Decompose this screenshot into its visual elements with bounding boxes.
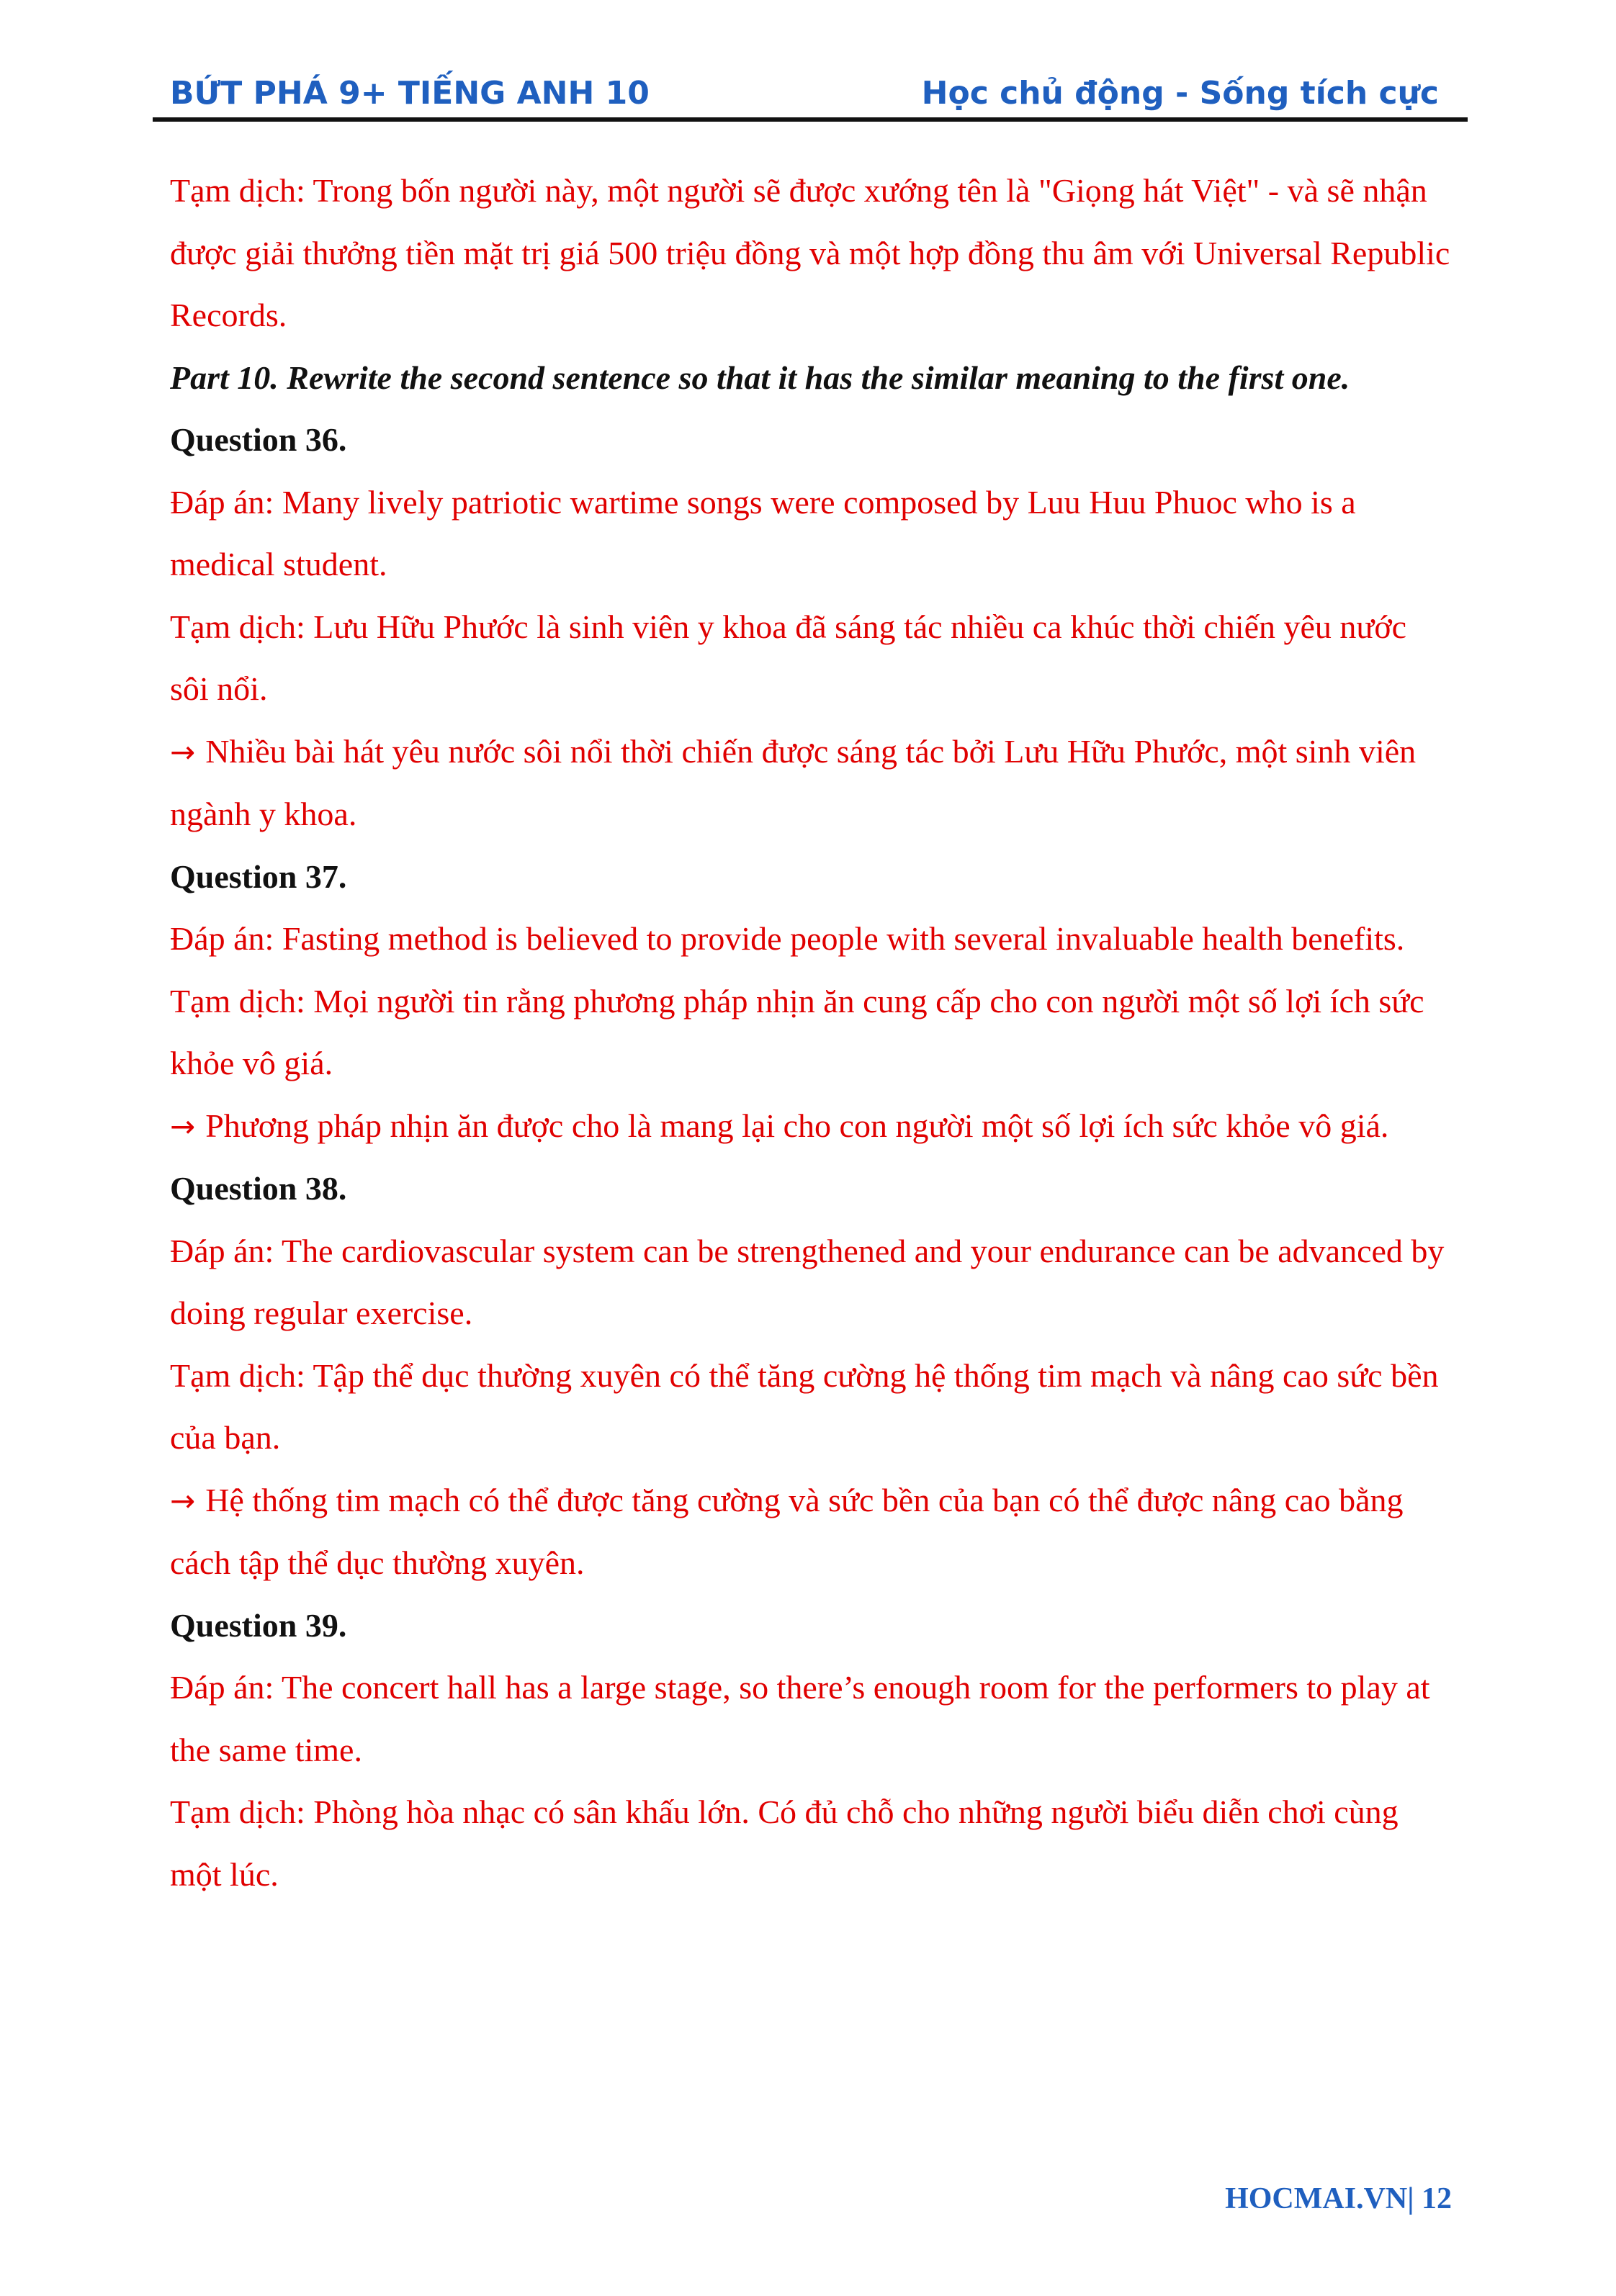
question-39-answer: Đáp án: The concert hall has a large stage, so there’s enough room for the performers to play at the same time. (170, 1669, 1430, 1768)
document-body (170, 160, 1452, 1906)
question-37-title: Question 37. (170, 857, 347, 895)
question-36-answer: Đáp án: Many lively patriotic wartime songs were composed by Luu Huu Phuoc who is a medical student. (170, 483, 1356, 582)
question-37-answer: Đáp án: Fasting method is believed to provide people with several invaluable health benefits. (170, 920, 1405, 957)
header-divider (153, 117, 1468, 122)
question-36-rewrite (170, 721, 1452, 846)
question-38-rewrite-text: Hệ thống tim mạch có thể được tăng cường và sức bền của bạn có thể được nâng cao bằng cách tập thể dục thường xuyên. (170, 1481, 1404, 1581)
question-36-translation: Tạm dịch: Lưu Hữu Phước là sinh viên y khoa đã sáng tác nhiều ca khúc thời chiến yêu nước sôi nổi. (170, 608, 1407, 707)
question-39-title: Question 39. (170, 1606, 347, 1644)
question-36-rewrite-text: Nhiều bài hát yêu nước sôi nổi thời chiến được sáng tác bởi Lưu Hữu Phước, một sinh viên ngành y khoa. (170, 732, 1417, 832)
question-38-translation: Tạm dịch: Tập thể dục thường xuyên có thể tăng cường hệ thống tim mạch và nâng cao sức bền của bạn. (170, 1356, 1439, 1456)
question-39-translation: Tạm dịch: Phòng hòa nhạc có sân khấu lớn. Có đủ chỗ cho những người biểu diễn chơi cùng một lúc. (170, 1793, 1399, 1893)
question-37-rewrite (170, 1095, 1452, 1158)
intro-translation: Tạm dịch: Trong bốn người này, một người sẽ được xướng tên là "Giọng hát Việt" - và sẽ nhận được giải thưởng tiền mặt trị giá 500 triệu đồng và một hợp đồng thu âm với Universal Republic Records. (170, 172, 1450, 333)
question-38-answer: Đáp án: The cardiovascular system can be strengthened and your endurance can be advanced by doing regular exercise. (170, 1232, 1445, 1331)
page-header (153, 69, 1468, 121)
part10-heading: Part 10. Rewrite the second sentence so that it has the similar meaning to the first one. (170, 359, 1350, 396)
question-37-rewrite-text: Phương pháp nhịn ăn được cho là mang lại cho con người một số lợi ích sức khỏe vô giá. (205, 1107, 1389, 1144)
arrow-right-icon: → (170, 734, 196, 770)
arrow-right-icon: → (170, 1108, 196, 1144)
header-slogan: Học chủ động - Sống tích cực (921, 75, 1439, 112)
arrow-right-icon: → (170, 1482, 196, 1518)
page-footer: HOCMAI.VN| 12 (1225, 2182, 1452, 2215)
question-36-title: Question 36. (170, 421, 347, 458)
question-38-title: Question 38. (170, 1170, 347, 1207)
question-38-rewrite (170, 1469, 1452, 1595)
question-37-translation: Tạm dịch: Mọi người tin rằng phương pháp nhịn ăn cung cấp cho con người một số lợi ích sức khỏe vô giá. (170, 982, 1424, 1081)
header-title: BỨT PHÁ 9+ TIẾNG ANH 10 (170, 75, 650, 112)
